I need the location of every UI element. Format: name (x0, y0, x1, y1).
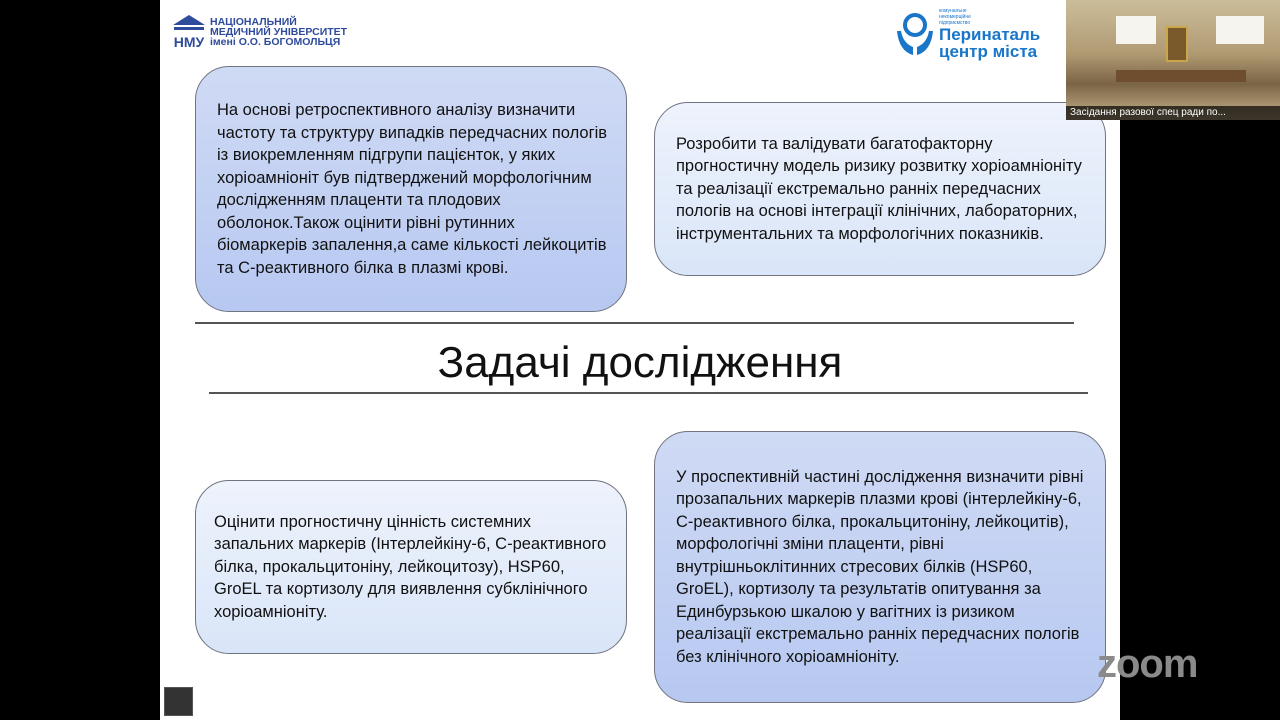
divider-bottom (209, 392, 1088, 394)
logo-line-2: центр міста (939, 42, 1038, 61)
task-box-3 (195, 480, 627, 654)
logo-line-2: МЕДИЧНИЙ УНІВЕРСИТЕТ (210, 26, 348, 38)
university-logo (172, 14, 347, 50)
task-box-1 (195, 66, 627, 312)
conference-table (1116, 70, 1246, 82)
projector-screen (1116, 16, 1156, 44)
task-box-2 (654, 102, 1106, 276)
portrait-painting (1166, 26, 1188, 62)
university-emblem-icon (172, 14, 206, 50)
participant-name-label: Засідання разової спец ради по... (1066, 106, 1280, 120)
perinatal-center-logo (895, 8, 1040, 60)
hands-globe-icon (895, 11, 935, 57)
task-box-4 (654, 431, 1106, 703)
participant-video-thumbnail[interactable] (1066, 0, 1280, 120)
logo-line-3: імені О.О. БОГОМОЛЬЦЯ (210, 36, 341, 48)
svg-text:НМУ: НМУ (173, 34, 205, 50)
logo-line-1: Перинаталь (939, 25, 1041, 44)
task-text: Розробити та валідувати багатофакторну прогностичну модель ризику розвитку хоріоамніоніту та реалізації екстремально ранніх передчасних пологів на основі інтеграції клінічних, лабораторних, інструментальних та морфологічних показників. (676, 134, 1082, 243)
slide-title: Задачі дослідження (437, 338, 843, 387)
task-text: У проспективній частині дослідження визначити рівні прозапальних маркерів плазми крові (інтерлейкіну-6, С-реактивного білка, прокальцитоніну, лейкоцитів), морфологічні зміни плаценти, рівні внутрішньоклітинних стресових білків (HSP60, GroEL), кортизолу та результатів опитування за Единбурзькою шкалою у вагітних із ризиком реалізації екстремально ранніх передчасних пологів без клінічного хоріоамніоніту. (676, 467, 1084, 666)
divider-top (195, 322, 1074, 324)
task-text: На основі ретроспективного аналізу визначити частоту та структуру випадків передчасних пологів із виокремленням підгрупи пацієнток, у яких хоріоамніоніт був підтверджений морфологічним дослідженням плаценти та плодових оболонок.Також оцінити рівні рутинних біомаркерів запалення,а саме кількості лейкоцитів та С-реактивного білка в плазмі крові. (217, 101, 608, 277)
logo-line-1: НАЦІОНАЛЬНИЙ (210, 16, 297, 28)
projector-screen (1216, 16, 1264, 44)
task-text: Оцінити прогностичну цінність системних запальних маркерів (Інтерлейкіну-6, С-реактивного білка, прокальцитоніну, лейкоцитозу), HSP60, GroEL та кортизолу для виявлення субклінічного хоріоамніоніту. (214, 512, 607, 621)
zoom-watermark: zoom (1097, 642, 1198, 686)
slide-thumbnail-button[interactable] (164, 687, 193, 716)
logo-subtitle: комунальне некомерційне підприємство (939, 8, 971, 26)
